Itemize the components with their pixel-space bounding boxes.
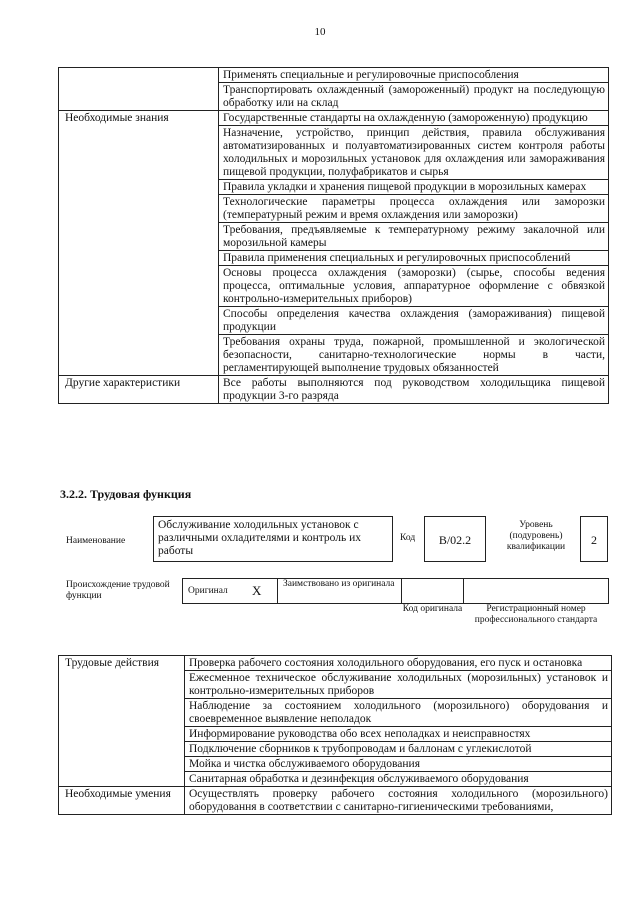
level-label: Уровень (подуровень) квалификации [506, 520, 566, 552]
table-cell: Правила применения специальных и регулировочных приспособлений [219, 251, 609, 266]
table-row [59, 656, 612, 671]
original-label: Оригинал [188, 586, 228, 596]
table-cell: Требования, предъявляемые к температурному режиму закалочной или морозильной камеры [219, 223, 609, 251]
reg-number-box [463, 578, 609, 604]
table-row [59, 111, 609, 126]
table-cell: Требования охраны труда, пожарной, промышленной и экологической безопасности, санитарно-технологические нормы в части, регламентирующей выполнение трудовых обязанностей [219, 335, 609, 376]
table-cell: Ежесменное техническое обслуживание холодильных (морозильных) установок и контрольно-измерительных приборов [185, 671, 612, 699]
table-row [59, 376, 609, 404]
row-label-actions: Трудовые действия [59, 656, 185, 787]
reg-number-caption: Регистрационный номер профессионального стандарта [474, 604, 598, 625]
code-label: Код [400, 533, 416, 543]
table-cell: Проверка рабочего состояния холодильного оборудования, его пуск и остановка [185, 656, 612, 671]
table-cell: Наблюдение за состоянием холодильного (морозильного) оборудования и своевременное выявление неполадок [185, 699, 612, 727]
origin-label: Происхождение трудовой функции [66, 580, 170, 601]
code-value-box: B/02.2 [424, 516, 486, 562]
table-cell: Все работы выполняются под руководством холодильщика пищевой продукции 3-го разряда [219, 376, 609, 404]
function-name-box: Обслуживание холодильных установок с различными охладителями и контроль их работы [153, 516, 393, 562]
table-cell: Информирование руководства обо всех неполадках и неисправностях [185, 727, 612, 742]
code-original-caption: Код оригинала [402, 604, 463, 614]
table-cell: Государственные стандарты на охлажденную (замороженную) продукцию [219, 111, 609, 126]
table-cell: Подключение сборников к трубопроводам и баллонам с углекислотой [185, 742, 612, 757]
table-cell: Санитарная обработка и дезинфекция обслуживаемого оборудования [185, 772, 612, 787]
table-cell: Применять специальные и регулировочные приспособления [219, 68, 609, 83]
original-mark: X [252, 583, 262, 598]
table-cell: Осуществлять проверку рабочего состояния холодильного (морозильного) оборудовання в соответствии с санитарно-гигиеническими требованиями, [185, 787, 612, 815]
row-label-other: Другие характеристики [59, 376, 219, 404]
table-cell: Технологические параметры процесса охлаждения или заморозки (температурный режим и время охлаждения или заморозки) [219, 195, 609, 223]
level-value-box: 2 [580, 516, 608, 562]
table-cell: Мойка и чистка обслуживаемого оборудования [185, 757, 612, 772]
skills-knowledge-table [58, 67, 609, 404]
row-label-knowledge: Необходимые знания [59, 111, 219, 376]
row-label [59, 68, 219, 111]
table-row [59, 68, 609, 83]
labor-actions-table [58, 655, 612, 815]
page-number: 10 [314, 26, 326, 38]
section-heading: 3.2.2. Трудовая функция [60, 487, 192, 501]
table-cell: Назначение, устройство, принцип действия, правила обслуживания автоматизированных и полуавтоматизированных систем контроля работы холодильных и морозильных установок для охлаждения или замораживания пищевой продукции, полуфабрикатов и сырья [219, 126, 609, 180]
name-label: Наименование [66, 536, 126, 546]
table-cell: Основы процесса охлаждения (заморозки) (сырье, способы ведения процесса, оптимальные условия, аппаратурное оформление с обвязкой контрольно-измерительных приборов) [219, 266, 609, 307]
table-row [59, 787, 612, 815]
table-cell: Транспортировать охлажденный (замороженный) продукт на последующую обработку или на склад [219, 83, 609, 111]
row-label-skills: Необходимые умения [59, 787, 185, 815]
table-cell: Правила укладки и хранения пищевой продукции в морозильных камерах [219, 180, 609, 195]
code-original-box [401, 578, 464, 604]
borrowed-label: Заимствовано из оригинала [283, 579, 395, 589]
table-cell: Способы определения качества охлаждения (замораживания) пищевой продукции [219, 307, 609, 335]
